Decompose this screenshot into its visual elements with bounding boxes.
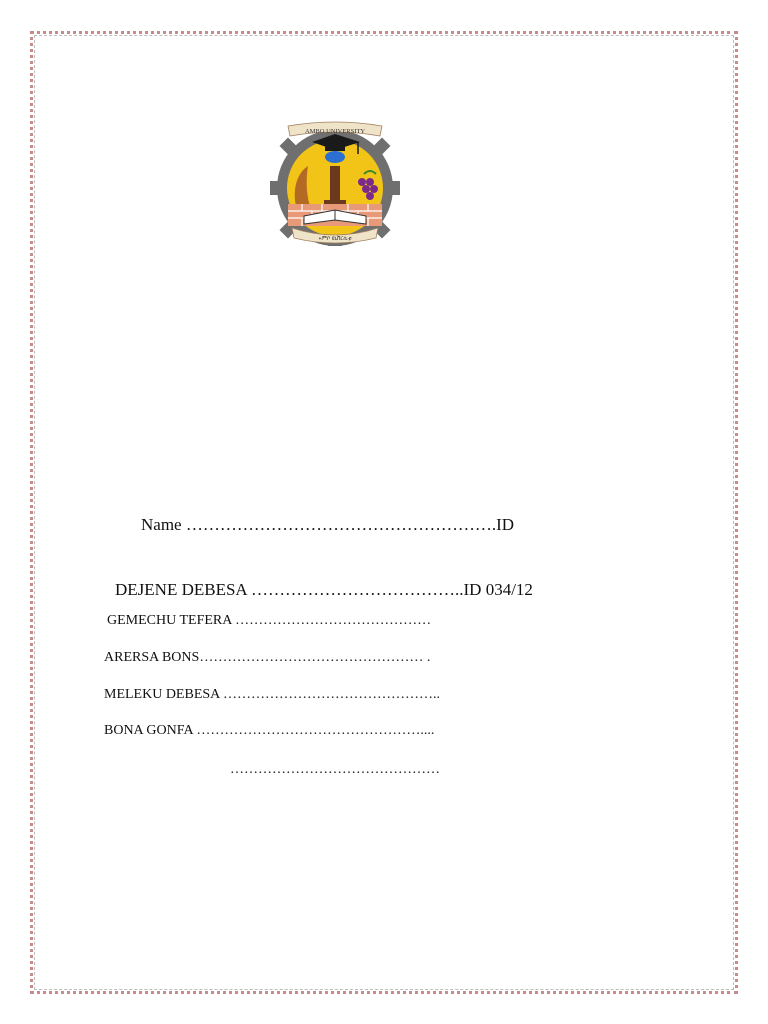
member-name: DEJENE DEBESA [115,580,247,599]
member-name: MELEKU DEBESA [104,687,220,702]
member-line-3 [104,650,430,666]
motto-text: ኣምቦ ዩኒቨርሲቲ [318,236,352,242]
member-name: BONA GONFA [104,723,193,738]
name-id-label: ID [496,515,515,534]
blank-line [230,762,440,778]
member-line-5 [104,723,434,739]
university-logo [262,118,408,246]
member-dots: ………………………………………….... [196,723,435,738]
member-dots: ……………………………………….. [223,687,440,702]
banner-text: AMBO UNIVERSITY [304,128,366,135]
member-dots: ……………………………….. [251,580,464,599]
member-name: GEMECHU TEFERA [107,613,232,628]
member-line-2 [107,613,431,629]
globe-icon [325,151,345,163]
name-label: Name [141,515,182,534]
member-id: ID 034/12 [463,580,533,599]
name-dots: ………………………………………………. [185,515,497,534]
blank-dots: ……………………………………… [230,762,440,777]
member-dots: …………………………………… [235,613,432,628]
member-dots: ………………………………………… . [199,650,431,665]
member-line-4 [104,687,440,703]
member-name: ARERSA BONS [104,650,200,665]
name-header-line [141,515,514,535]
member-line-1 [115,580,533,600]
